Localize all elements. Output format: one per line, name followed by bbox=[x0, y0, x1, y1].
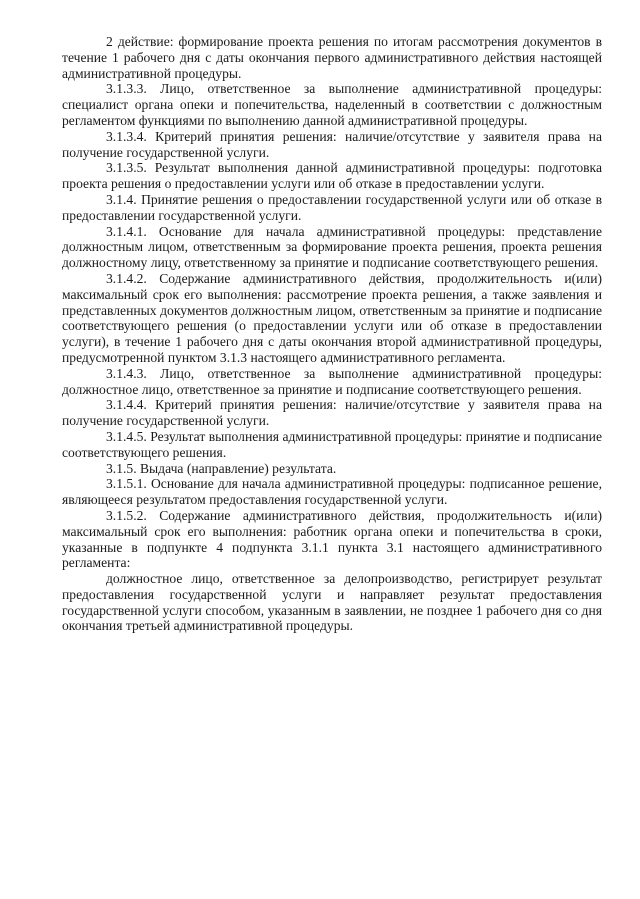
paragraph-3-1-4-5: 3.1.4.5. Результат выполнения административной процедуры: принятие и подписание соответствующего решения. bbox=[62, 428, 602, 460]
paragraph-3-1-3-5: 3.1.3.5. Результат выполнения данной административной процедуры: подготовка проекта решения о предоставлении услуги или об отказе в предоставлении услуги. bbox=[62, 160, 602, 192]
paragraph-3-1-5-1: 3.1.5.1. Основание для начала административной процедуры: подписанное решение, являющееся результатом предоставления государственной услуги. bbox=[62, 476, 602, 508]
paragraph-3-1-5-2: 3.1.5.2. Содержание административного действия, продолжительность и(или) максимальный срок его выполнения: работник органа опеки и попечительства в сроки, указанные в подпункте 4 подпункта 3.1.1 пункта 3.1 настоящего административного регламента: bbox=[62, 507, 602, 571]
paragraph-3-1-4-2: 3.1.4.2. Содержание административного действия, продолжительность и(или) максимальный срок его выполнения: рассмотрение проекта решения, а также заявления и представленных документов должностным лицом, ответственным за принятие и подписание соответствующего решения (о предоставлении услуги или об отказе в предоставлении услуги), в течение 1 рабочего дня с даты окончания второй административной процедуры, предусмотренной пунктом 3.1.3 настоящего административного регламента. bbox=[62, 270, 602, 365]
paragraph-3-1-4: 3.1.4. Принятие решения о предоставлении государственной услуги или об отказе в предоставлении государственной услуги. bbox=[62, 191, 602, 223]
paragraph-3-1-4-1: 3.1.4.1. Основание для начала административной процедуры: представление должностным лицом, ответственным за формирование проекта решения, проекта решения должностному лицу, ответственному за принятие и подписание соответствующего решения. bbox=[62, 223, 602, 271]
paragraph-3-1-4-3: 3.1.4.3. Лицо, ответственное за выполнение административной процедуры: должностное лицо, ответственное за принятие и подписание соответствующего решения. bbox=[62, 365, 602, 397]
paragraph-3-1-3-4: 3.1.3.4. Критерий принятия решения: наличие/отсутствие у заявителя права на получение государственной услуги. bbox=[62, 128, 602, 160]
paragraph-action-2: 2 действие: формирование проекта решения по итогам рассмотрения документов в течение 1 рабочего дня с даты окончания первого административного действия настоящей административной процедуры. bbox=[62, 34, 602, 81]
paragraph-3-1-4-4: 3.1.4.4. Критерий принятия решения: наличие/отсутствие у заявителя права на получение государственной услуги. bbox=[62, 397, 602, 429]
paragraph-records-officer: должностное лицо, ответственное за делопроизводство, регистрирует результат предоставления государственной услуги и направляет результат предоставления государственной услуги способом, указанным в заявлении, не позднее 1 рабочего дня со дня окончания третьей административной процедуры. bbox=[62, 571, 602, 634]
paragraph-3-1-5: 3.1.5. Выдача (направление) результата. bbox=[106, 460, 337, 476]
paragraph-3-1-3-3: 3.1.3.3. Лицо, ответственное за выполнение административной процедуры: специалист органа опеки и попечительства, наделенный в соответствии с должностным регламентом функциями по выполнению данной административной процедуры. bbox=[62, 81, 602, 128]
